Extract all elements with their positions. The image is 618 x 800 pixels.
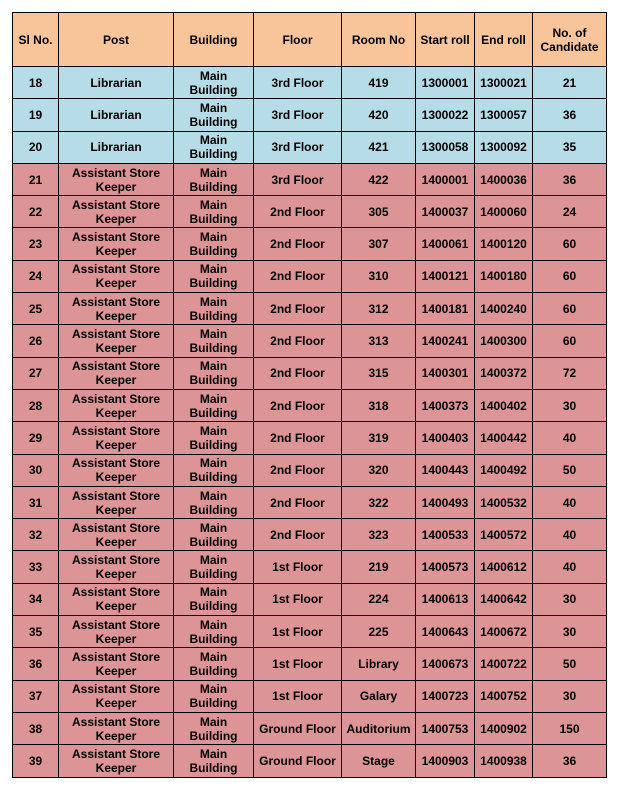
cell-room-no: 225 [342,616,416,648]
cell-room-no: 313 [342,325,416,357]
cell-candidate-count: 36 [533,99,607,131]
cell-end-roll: 1400120 [475,228,533,260]
cell-building: Main Building [174,260,254,292]
cell-building: Main Building [174,745,254,777]
table-row [13,389,607,421]
cell-floor: 1st Floor [254,648,342,680]
table-row [13,616,607,648]
cell-end-roll: 1400532 [475,486,533,518]
cell-end-roll: 1400442 [475,422,533,454]
cell-end-roll: 1400938 [475,745,533,777]
cell-candidate-count: 40 [533,486,607,518]
cell-candidate-count: 24 [533,196,607,228]
cell-sl-no: 18 [13,67,59,99]
cell-candidate-count: 72 [533,357,607,389]
cell-candidate-count: 35 [533,131,607,163]
cell-floor: 2nd Floor [254,454,342,486]
table-row [13,680,607,712]
cell-building: Main Building [174,712,254,744]
cell-end-roll: 1400902 [475,712,533,744]
cell-sl-no: 22 [13,196,59,228]
cell-room-no: 315 [342,357,416,389]
cell-room-no: 219 [342,551,416,583]
cell-building: Main Building [174,196,254,228]
cell-candidate-count: 60 [533,228,607,260]
cell-building: Main Building [174,454,254,486]
cell-room-no: 318 [342,389,416,421]
cell-building: Main Building [174,422,254,454]
cell-building: Main Building [174,389,254,421]
cell-candidate-count: 30 [533,680,607,712]
cell-room-no: Auditorium [342,712,416,744]
cell-end-roll: 1400300 [475,325,533,357]
cell-building: Main Building [174,325,254,357]
cell-start-roll: 1400403 [416,422,475,454]
cell-start-roll: 1400643 [416,616,475,648]
cell-sl-no: 24 [13,260,59,292]
cell-floor: 2nd Floor [254,260,342,292]
cell-building: Main Building [174,616,254,648]
table-row [13,648,607,680]
cell-post: Assistant Store Keeper [59,196,174,228]
cell-building: Main Building [174,486,254,518]
header-post: Post [59,13,174,67]
cell-post: Assistant Store Keeper [59,389,174,421]
cell-start-roll: 1400723 [416,680,475,712]
cell-start-roll: 1400573 [416,551,475,583]
cell-building: Main Building [174,293,254,325]
cell-sl-no: 21 [13,163,59,195]
cell-end-roll: 1300092 [475,131,533,163]
cell-sl-no: 19 [13,99,59,131]
cell-room-no: Galary [342,680,416,712]
table-row [13,131,607,163]
cell-room-no: 323 [342,519,416,551]
cell-post: Assistant Store Keeper [59,454,174,486]
cell-building: Main Building [174,648,254,680]
table-row [13,357,607,389]
cell-candidate-count: 60 [533,260,607,292]
seat-plan-table [12,12,607,778]
cell-end-roll: 1400036 [475,163,533,195]
cell-candidate-count: 40 [533,551,607,583]
table-row [13,99,607,131]
cell-start-roll: 1400001 [416,163,475,195]
cell-post: Assistant Store Keeper [59,293,174,325]
cell-floor: 2nd Floor [254,422,342,454]
cell-sl-no: 26 [13,325,59,357]
cell-end-roll: 1300021 [475,67,533,99]
cell-start-roll: 1400753 [416,712,475,744]
cell-candidate-count: 21 [533,67,607,99]
cell-candidate-count: 30 [533,583,607,615]
cell-post: Assistant Store Keeper [59,551,174,583]
cell-start-roll: 1400443 [416,454,475,486]
cell-sl-no: 29 [13,422,59,454]
cell-building: Main Building [174,67,254,99]
table-row [13,260,607,292]
cell-room-no: 422 [342,163,416,195]
cell-floor: 3rd Floor [254,67,342,99]
cell-room-no: Stage [342,745,416,777]
cell-floor: 3rd Floor [254,163,342,195]
header-floor: Floor [254,13,342,67]
cell-candidate-count: 30 [533,389,607,421]
cell-candidate-count: 60 [533,293,607,325]
cell-start-roll: 1400493 [416,486,475,518]
cell-post: Assistant Store Keeper [59,163,174,195]
cell-candidate-count: 36 [533,745,607,777]
cell-sl-no: 31 [13,486,59,518]
cell-end-roll: 1400672 [475,616,533,648]
cell-post: Assistant Store Keeper [59,712,174,744]
cell-floor: 2nd Floor [254,486,342,518]
cell-candidate-count: 60 [533,325,607,357]
cell-sl-no: 23 [13,228,59,260]
table-row [13,486,607,518]
table-row [13,712,607,744]
cell-floor: 2nd Floor [254,357,342,389]
cell-end-roll: 1400642 [475,583,533,615]
cell-candidate-count: 40 [533,422,607,454]
cell-floor: Ground Floor [254,712,342,744]
cell-sl-no: 20 [13,131,59,163]
cell-floor: 2nd Floor [254,325,342,357]
cell-start-roll: 1400533 [416,519,475,551]
table-row [13,293,607,325]
cell-room-no: 319 [342,422,416,454]
cell-room-no: 305 [342,196,416,228]
cell-room-no: 312 [342,293,416,325]
cell-room-no: 419 [342,67,416,99]
table-row [13,519,607,551]
cell-sl-no: 35 [13,616,59,648]
cell-start-roll: 1400061 [416,228,475,260]
table-row [13,67,607,99]
cell-sl-no: 37 [13,680,59,712]
table-row [13,454,607,486]
cell-start-roll: 1400181 [416,293,475,325]
cell-room-no: 420 [342,99,416,131]
cell-building: Main Building [174,228,254,260]
cell-floor: 2nd Floor [254,389,342,421]
table-row [13,422,607,454]
cell-end-roll: 1400492 [475,454,533,486]
header-end-roll: End roll [475,13,533,67]
cell-sl-no: 34 [13,583,59,615]
cell-sl-no: 25 [13,293,59,325]
cell-post: Librarian [59,131,174,163]
cell-post: Assistant Store Keeper [59,583,174,615]
cell-end-roll: 1400612 [475,551,533,583]
cell-sl-no: 32 [13,519,59,551]
cell-start-roll: 1400373 [416,389,475,421]
cell-start-roll: 1300058 [416,131,475,163]
cell-sl-no: 36 [13,648,59,680]
cell-end-roll: 1400060 [475,196,533,228]
cell-room-no: 320 [342,454,416,486]
table-row [13,163,607,195]
cell-candidate-count: 50 [533,454,607,486]
cell-candidate-count: 150 [533,712,607,744]
cell-end-roll: 1400572 [475,519,533,551]
cell-end-roll: 1400240 [475,293,533,325]
cell-building: Main Building [174,551,254,583]
cell-start-roll: 1300001 [416,67,475,99]
cell-end-roll: 1400180 [475,260,533,292]
cell-floor: 1st Floor [254,583,342,615]
cell-room-no: 307 [342,228,416,260]
cell-post: Assistant Store Keeper [59,648,174,680]
cell-post: Librarian [59,99,174,131]
cell-sl-no: 28 [13,389,59,421]
cell-floor: 1st Floor [254,680,342,712]
cell-floor: 2nd Floor [254,519,342,551]
cell-start-roll: 1400673 [416,648,475,680]
cell-start-roll: 1400903 [416,745,475,777]
cell-sl-no: 30 [13,454,59,486]
cell-end-roll: 1400752 [475,680,533,712]
cell-floor: 3rd Floor [254,99,342,131]
table-row [13,745,607,777]
cell-candidate-count: 40 [533,519,607,551]
cell-post: Librarian [59,67,174,99]
cell-room-no: 224 [342,583,416,615]
cell-post: Assistant Store Keeper [59,325,174,357]
cell-post: Assistant Store Keeper [59,486,174,518]
cell-floor: 2nd Floor [254,196,342,228]
cell-floor: 2nd Floor [254,228,342,260]
cell-room-no: 421 [342,131,416,163]
cell-sl-no: 33 [13,551,59,583]
table-row [13,325,607,357]
cell-post: Assistant Store Keeper [59,228,174,260]
header-candidate-count: No. of Candidate [533,13,607,67]
table-row [13,551,607,583]
cell-candidate-count: 36 [533,163,607,195]
cell-post: Assistant Store Keeper [59,680,174,712]
cell-post: Assistant Store Keeper [59,745,174,777]
cell-post: Assistant Store Keeper [59,260,174,292]
header-row [13,13,607,67]
cell-room-no: Library [342,648,416,680]
cell-candidate-count: 50 [533,648,607,680]
cell-sl-no: 38 [13,712,59,744]
cell-end-roll: 1400372 [475,357,533,389]
cell-start-roll: 1400241 [416,325,475,357]
cell-building: Main Building [174,131,254,163]
cell-start-roll: 1400301 [416,357,475,389]
cell-floor: 1st Floor [254,616,342,648]
table-row [13,583,607,615]
cell-room-no: 310 [342,260,416,292]
table-row [13,196,607,228]
cell-floor: 1st Floor [254,551,342,583]
table-row [13,228,607,260]
header-room-no: Room No [342,13,416,67]
cell-end-roll: 1400402 [475,389,533,421]
header-sl-no: Sl No. [13,13,59,67]
cell-sl-no: 39 [13,745,59,777]
cell-building: Main Building [174,163,254,195]
cell-post: Assistant Store Keeper [59,519,174,551]
cell-sl-no: 27 [13,357,59,389]
cell-building: Main Building [174,99,254,131]
header-building: Building [174,13,254,67]
cell-floor: 3rd Floor [254,131,342,163]
cell-building: Main Building [174,583,254,615]
cell-start-roll: 1400121 [416,260,475,292]
cell-start-roll: 1300022 [416,99,475,131]
cell-post: Assistant Store Keeper [59,616,174,648]
cell-post: Assistant Store Keeper [59,357,174,389]
cell-floor: 2nd Floor [254,293,342,325]
cell-end-roll: 1400722 [475,648,533,680]
cell-end-roll: 1300057 [475,99,533,131]
cell-start-roll: 1400037 [416,196,475,228]
header-start-roll: Start roll [416,13,475,67]
cell-building: Main Building [174,519,254,551]
table-body [13,67,607,778]
cell-floor: Ground Floor [254,745,342,777]
cell-start-roll: 1400613 [416,583,475,615]
cell-building: Main Building [174,357,254,389]
cell-room-no: 322 [342,486,416,518]
cell-candidate-count: 30 [533,616,607,648]
cell-building: Main Building [174,680,254,712]
cell-post: Assistant Store Keeper [59,422,174,454]
